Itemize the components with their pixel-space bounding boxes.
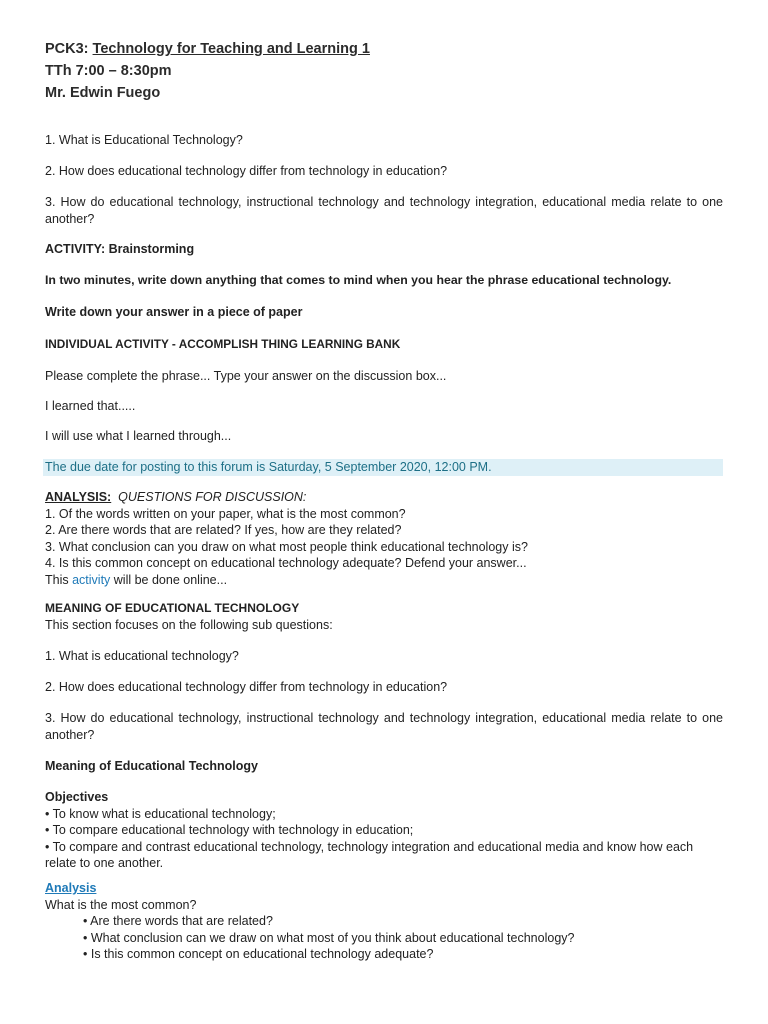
individual-phrase: Please complete the phrase... Type your answer on the discussion box...	[45, 369, 447, 383]
meaning-question-3: 3. How do educational technology, instructional technology and technology integration, educational media relate to one another?	[45, 711, 723, 742]
instructor: Mr. Edwin Fuego	[45, 85, 161, 101]
course-prefix: PCK3:	[45, 41, 93, 57]
meaning-title: MEANING OF EDUCATIONAL TECHNOLOGY	[45, 601, 300, 615]
online-note	[45, 572, 723, 589]
objectives-title: Objectives	[45, 790, 109, 804]
due-date-notice: The due date for posting to this forum is Saturday, 5 September 2020, 12:00 PM.	[43, 459, 723, 476]
objective-item-1: • To know what is educational technology;	[45, 806, 276, 821]
activity-write: Write down your answer in a piece of paper	[45, 305, 303, 319]
meaning-question-1: 1. What is educational technology?	[45, 649, 239, 663]
analysis-item-3: 3. What conclusion can you draw on what most people think educational technology is?	[45, 539, 528, 554]
objective-item-3: • To compare and contrast educational technology, technology integration and educational media and know how each relate to one another.	[45, 839, 694, 870]
intro-question-1: 1. What is Educational Technology?	[45, 133, 243, 147]
analysis-heading	[45, 489, 723, 506]
analysis-item-4: 4. Is this common concept on educational technology adequate? Defend your answer...	[45, 556, 527, 570]
analysis-subtitle: QUESTIONS FOR DISCUSSION:	[118, 490, 307, 504]
analysis2-item-1: • Are there words that are related?	[83, 914, 273, 928]
individual-learned: I learned that.....	[45, 399, 136, 413]
meaning-focus: This section focuses on the following sub questions:	[45, 617, 333, 632]
analysis-item-1: 1. Of the words written on your paper, what is the most common?	[45, 506, 406, 521]
meaning-section	[45, 600, 723, 633]
analysis-item-2: 2. Are there words that are related? If yes, how are they related?	[45, 523, 402, 537]
activity-instruction: In two minutes, write down anything that comes to mind when you hear the phrase educational technology.	[45, 273, 672, 287]
analysis2-list	[45, 913, 723, 963]
analysis2-section	[45, 880, 723, 963]
activity-link[interactable]: activity	[72, 572, 111, 587]
intro-question-3: 3. How do educational technology, instructional technology and technology integration, educational media relate to one another?	[45, 195, 723, 226]
analysis-label: ANALYSIS:	[45, 490, 112, 504]
analysis-link[interactable]: Analysis	[45, 881, 97, 895]
intro-question-2: 2. How does educational technology differ from technology in education?	[45, 164, 448, 178]
analysis2-first: What is the most common?	[45, 897, 197, 912]
meaning-question-2: 2. How does educational technology differ from technology in education?	[45, 680, 448, 694]
meaning-subtitle: Meaning of Educational Technology	[45, 759, 258, 773]
course-title: Technology for Teaching and Learning 1	[92, 41, 370, 57]
schedule: TTh 7:00 – 8:30pm	[45, 63, 172, 79]
objectives-section	[45, 789, 723, 872]
objective-item-2: • To compare educational technology with technology in education;	[45, 823, 414, 837]
document-header	[45, 38, 370, 104]
analysis2-item-3: • Is this common concept on educational technology adequate?	[83, 947, 434, 961]
course-line	[45, 38, 370, 60]
activity-title: ACTIVITY: Brainstorming	[45, 242, 195, 256]
analysis-section	[45, 489, 723, 588]
online-note-post: will be done online...	[110, 572, 228, 587]
individual-use: I will use what I learned through...	[45, 429, 232, 443]
individual-activity-title: INDIVIDUAL ACTIVITY - ACCOMPLISH THING LEARNING BANK	[45, 337, 401, 351]
online-note-pre: This	[45, 572, 73, 587]
analysis2-item-2: • What conclusion can we draw on what most of you think about educational technology?	[83, 930, 575, 945]
